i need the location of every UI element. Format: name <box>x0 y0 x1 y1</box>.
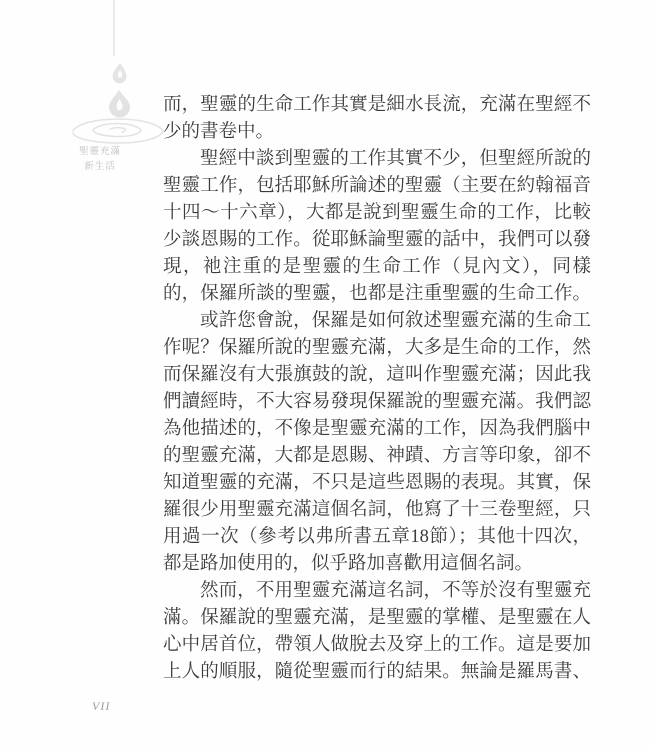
text-line: 作呢？保羅所說的聖靈充滿，大多是生命的工作，然 <box>163 338 591 358</box>
text-line: 現，祂注重的是聖靈的生命工作（見內文），同樣 <box>163 257 591 277</box>
text-line: 聖靈工作，包括耶穌所論述的聖靈（主要在約翰福音 <box>163 176 591 196</box>
text-line: 或許您會說，保羅是如何敘述聖靈充滿的生命工 <box>200 311 591 331</box>
text-line: 都是路加使用的，似乎路加喜歡用這個名詞。 <box>163 554 534 574</box>
text-line: 聖經中談到聖靈的工作其實不少，但聖經所說的 <box>200 149 591 169</box>
text-line: 少的書卷中。 <box>163 122 275 142</box>
brand-line1: 聖靈充滿 <box>78 146 121 157</box>
text-line: 而保羅沒有大張旗鼓的說，這叫作聖靈充滿；因此我 <box>163 365 591 385</box>
text-line: 羅很少用聖靈充滿這個名詞，他寫了十三卷聖經，只 <box>163 500 591 520</box>
brand-line2: 新生活 <box>84 161 116 172</box>
book-series-title <box>52 144 148 174</box>
text-line: 知道聖靈的充滿，不只是這些恩賜的表現。其實，保 <box>163 473 591 493</box>
text-line: 然而，不用聖靈充滿這名詞，不等於沒有聖靈充 <box>200 581 591 601</box>
body-text <box>163 92 591 686</box>
text-line: 少談恩賜的工作。從耶穌論聖靈的話中，我們可以發 <box>163 230 591 250</box>
text-line: 用過一次（參考以弗所書五章18節）；其他十四次， <box>163 527 591 547</box>
text-line: 的，保羅所談的聖靈，也都是注重聖靈的生命工作。 <box>163 284 591 304</box>
text-line: 而，聖靈的生命工作其實是細水長流，充滿在聖經不 <box>163 95 591 115</box>
text-line: 心中居首位，帶領人做脫去及穿上的工作。這是要加 <box>163 635 591 655</box>
text-line: 上人的順服，隨從聖靈而行的結果。無論是羅馬書、 <box>163 662 591 682</box>
ripple-icon <box>73 119 163 143</box>
text-line: 為他描述的，不像是聖靈充滿的工作，因為我們腦中 <box>163 419 591 439</box>
text-line: 們讀經時，不大容易發現保羅說的聖靈充滿。我們認 <box>163 392 591 412</box>
text-line: 十四～十六章），大都是說到聖靈生命的工作，比較 <box>163 203 591 223</box>
page-number: VII <box>92 699 111 713</box>
text-line: 滿。保羅說的聖靈充滿，是聖靈的掌權、是聖靈在人 <box>163 608 591 628</box>
text-line: 的聖靈充滿，大都是恩賜、神蹟、方言等印象，卻不 <box>163 446 591 466</box>
